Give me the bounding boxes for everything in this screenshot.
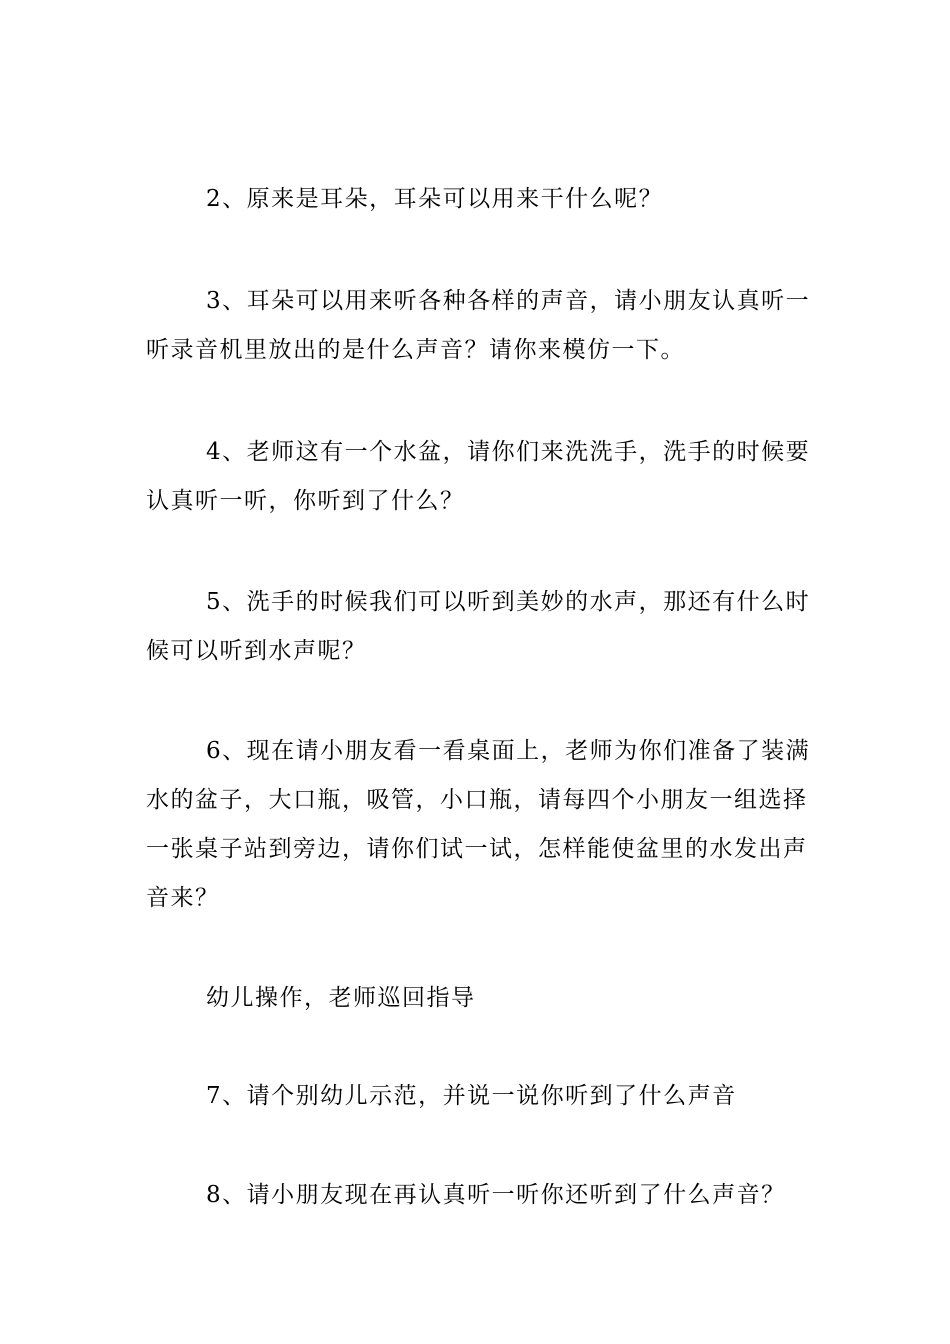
paragraph-step-5: 5、洗手的时候我们可以听到美妙的水声，那还有什么时候可以听到水声呢？	[146, 589, 811, 664]
paragraph-child-operation: 幼儿操作，老师巡回指导	[206, 985, 476, 1011]
paragraph-step-8: 8、请小朋友现在再认真听一听你还听到了什么声音？	[206, 1182, 786, 1208]
paragraph-step-2: 2、原来是耳朵，耳朵可以用来干什么呢？	[206, 186, 664, 212]
paragraph-step-7: 7、请个别幼儿示范，并说一说你听到了什么声音	[206, 1083, 737, 1109]
paragraph-step-3: 3、耳朵可以用来听各种各样的声音，请小朋友认真听一听录音机里放出的是什么声音？请你来模仿一下。	[146, 288, 811, 363]
paragraph-step-6: 6、现在请小朋友看一看桌面上，老师为你们准备了装满水的盆子，大口瓶，吸管，小口瓶，请每四个小朋友一组选择一张桌子站到旁边，请你们试一试，怎样能使盆里的水发出声音来？	[146, 738, 811, 911]
paragraph-step-4: 4、老师这有一个水盆，请你们来洗洗手，洗手的时候要认真听一听，你听到了什么？	[146, 439, 811, 514]
